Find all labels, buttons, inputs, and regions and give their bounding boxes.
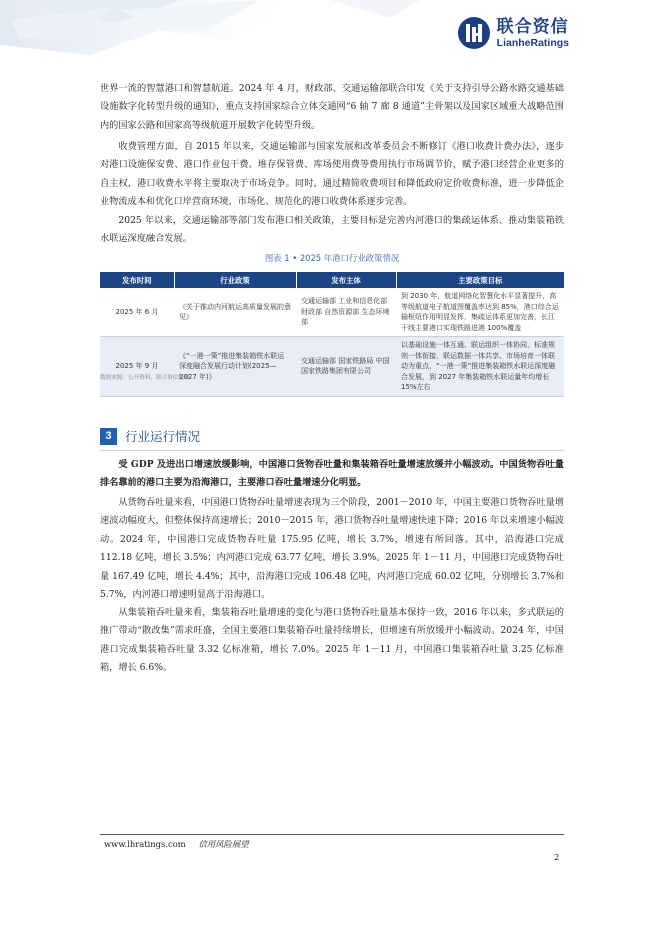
column-header-date: 发布时间 [100, 272, 174, 288]
container-throughput-text [100, 604, 564, 678]
intro-text [100, 80, 564, 135]
column-header-goal: 主要政策目标 [396, 272, 564, 288]
lianhe-logo-mark-icon [457, 16, 491, 50]
row-issuer: 交通运输部 国家铁路局 中国国家铁路集团有限公司 [296, 337, 396, 397]
row-date: 2025 年 9 月 [100, 337, 174, 397]
row-date: 2025 年 6 月 [100, 288, 174, 337]
section-number-badge: 3 [100, 428, 117, 445]
figure-title: 图表 1 • 2025 年港口行业政策情况 [264, 253, 400, 263]
logo-chinese-name: 联合资信 [496, 16, 569, 37]
data-source-note: 数据来源：公开资料，联合资信整理 [100, 375, 190, 381]
row-goal: 以基础设施一体互通、联运组织一体协同、标准规则一体衔接、联运数据一体共享、市场培育一体联动为重点，“一港一策”推进集装箱铁水联运深度融合发展，到 2027 年集装箱铁水联运量年均增长 15%左右 [396, 337, 564, 397]
section-divider [100, 450, 564, 451]
section-title: 行业运行情况 [125, 429, 201, 444]
policy-summary-text [100, 212, 564, 249]
logo-english-name: LianheRatings [496, 36, 569, 49]
cargo-throughput-text [100, 494, 564, 604]
table-row [100, 337, 564, 397]
intro-paragraph-3: 2025 年以来，交通运输部等部门发布港口相关政策，主要目标是完善内河港口的集疏运体系、推动集装箱铁水联运深度融合发展。 [100, 215, 564, 245]
page-number: 2 [554, 852, 560, 862]
column-header-policy: 行业政策 [174, 272, 296, 288]
table-row [100, 288, 564, 337]
body-paragraph-1: 从货物吞吐量来看，中国港口货物吞吐量增速表现为三个阶段，2001－2010 年，中国主要港口货物吞吐量增速波动幅度大，但整体保持高速增长；2010－2015 年，港口货物吞吐量增速快速下降；2016 年以来增速小幅波动。2024 年，中国港口完成货物吞吐量 175.95 亿吨，增长 3.7%，增速有所回落。其中，沿海港口完成 112.18 亿吨，增长 3.5%；内河港口完成 63.77 亿吨，增长 3.9%。2025 年 1－11 月，中国港口完成货物吞吐量 167.49 亿吨，增长 4.4%；其中，沿海港口完成 106.48 亿吨，内河港口完成 60.02 亿吨，分别增长 3.7%和 5.7%，内河港口增速明显高于沿海港口。 [100, 497, 565, 601]
row-issuer: 交通运输部 工业和信息化部 财政部 自然资源部 生态环境部 [296, 288, 396, 337]
intro-paragraph-1: 世界一流的智慧港口和智慧航道。2024 年 4 月，财政部、交通运输部联合印发《关于支持引导公路水路交通基础设施数字化转型升级的通知》，重点支持国家综合立体交通网“6 轴 7 廊 8 通道”主骨架以及国家区域重大战略范围内的国家公路和国家高等级航道开展数字化转型升级。 [100, 83, 564, 131]
row-policy: 《“一港一策”推进集装箱铁水联运深度融合发展行动计划(2025—2027 年)》 [174, 337, 296, 397]
footer-motto: 信用风险展望 [198, 839, 249, 849]
body-paragraph-2: 从集装箱吞吐量来看，集装箱吞吐量增速的变化与港口货物吞吐量基本保持一致，2016 年以来，多式联运的推广带动“散改集”需求旺盛，全国主要港口集装箱吞吐量持续增长，但增速有所放缓并小幅波动。2024 年，中国港口完成集装箱吞吐量 3.32 亿标准箱，增长 7.0%。2025 年 1－11 月，中国港口集装箱吞吐量 3.25 亿标准箱，增长 6.6%。 [100, 607, 564, 674]
footer [104, 838, 249, 850]
footer-url: www.lhratings.com [104, 839, 186, 849]
intro-paragraph-2: 收费管理方面，自 2015 年以来，交通运输部与国家发展和改革委员会不断修订《港口收费计费办法》，逐步对港口设施保安费、港口作业包干费、堆存保管费、库场使用费等费用执行市场调节价，赋予港口经营企业更多的自主权，港口收费水平将主要取决于市场竞争。同时，通过精简收费项目和降低政府定价收费标准，进一步降低企业物流成本和优化口岸营商环境，市场化、规范化的港口收费体系逐步完善。 [100, 141, 564, 208]
row-goal: 到 2030 年，航道网络化智慧化水平显著提升，高等级航道电子航道图覆盖率达到 85%，港口综合运输枢纽作用明显发挥，集疏运体系更加完善，长江干线主要港口实现铁路进港 100%覆盖 [396, 288, 564, 337]
table-header-row [100, 272, 564, 288]
lianhe-logo [457, 16, 569, 50]
section-lead [100, 456, 564, 493]
section-heading [100, 427, 200, 445]
lead-paragraph: 受 GDP 及进出口增速放缓影响，中国港口货物吞吐量和集装箱吞吐量增速放缓并小幅波动。中国货物吞吐量排名靠前的港口主要为沿海港口，主要港口吞吐量增速分化明显。 [100, 459, 564, 489]
column-header-issuer: 发布主体 [296, 272, 396, 288]
fee-management-text [100, 138, 564, 212]
footer-divider [100, 834, 564, 835]
row-policy: 《关于推动内河航运高质量发展的意见》 [174, 288, 296, 337]
